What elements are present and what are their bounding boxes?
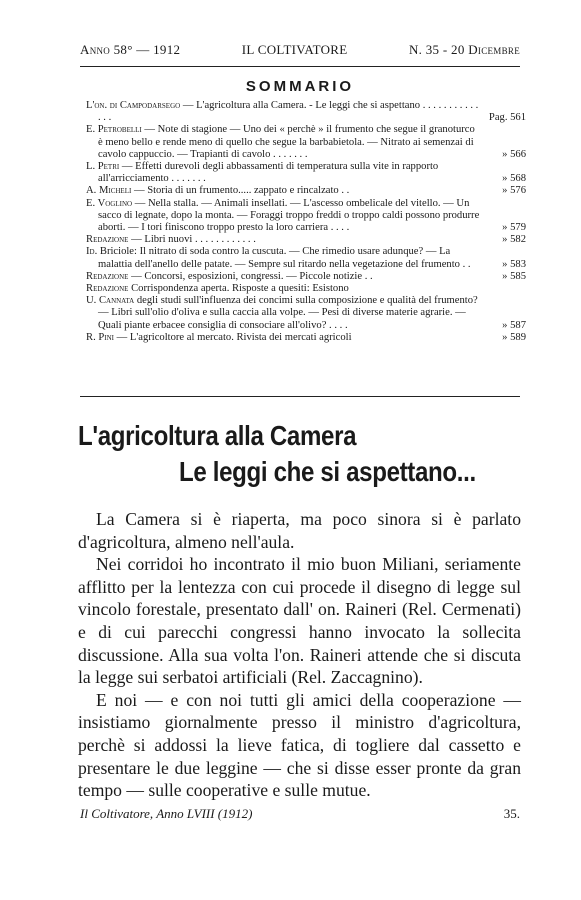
toc-entry (86, 332, 526, 344)
toc-author: U. Cannata (86, 295, 135, 307)
article-paragraph: La Camera si è riaperta, ma poco sinora si è parlato d'agricoltura, almeno nell'aula. (78, 509, 521, 552)
toc-author: Id. (86, 246, 98, 258)
toc-author: Redazione (86, 270, 129, 282)
toc-page-number: » 582 (502, 234, 526, 246)
toc-author: L'on. di Campodarsego (86, 100, 181, 111)
toc-text: Corrispondenza aperta. Risposte a quesiti: Esistono (128, 283, 349, 295)
header-rule (80, 66, 520, 67)
toc-entry (86, 295, 526, 332)
toc-page-number: » 576 (502, 185, 526, 197)
toc-text: — L'agricoltura alla Camera. - Le leggi che si aspettano . . . . . . . . . . . . . . (98, 100, 479, 124)
toc-text: degli studi sull'influenza dei concimi sulla composizione e qualità del frumento? — Libri sull'olio d'oliva e sulla caccia alla volpe. — Pesi di diverse materie agrarie. — Quali piante erbacee consiglia di consociare all'olivo? . . . . (98, 295, 478, 331)
table-of-contents (86, 100, 526, 344)
toc-page-number: » 589 (502, 331, 526, 343)
sommario-rule (80, 396, 520, 397)
toc-entry (86, 124, 526, 161)
footer-citation: Il Coltivatore, Anno LVIII (1912) (80, 806, 253, 821)
toc-entry (86, 161, 526, 185)
toc-text: — Effetti durevoli degli abbassamenti di temperatura sulla vite in rapporto all'arricciamento . . . . . . . (98, 161, 439, 185)
toc-author: L. Petri (86, 161, 120, 173)
toc-page-number: » 568 (502, 173, 526, 185)
page-number: 35. (503, 806, 520, 821)
toc-page-number: » 587 (502, 319, 526, 331)
header-issue-number: N. 35 - 20 Dicembre (408, 42, 520, 57)
toc-author: R. Pini (86, 331, 114, 343)
toc-author: Redazione (86, 234, 129, 246)
article-title: L'agricoltura alla Camera (78, 420, 357, 451)
toc-entry (86, 246, 526, 270)
toc-entry (86, 234, 526, 246)
toc-entry (86, 185, 526, 197)
article-subtitle: Le leggi che si aspettano... (179, 456, 476, 487)
sommario-title: SOMMARIO (245, 78, 355, 95)
toc-text: — Nella stalla. — Animali insellati. — L'ascesso ombelicale del vitello. — Un sacco di legnate, dopo la monta. — Foraggi troppo freddi o troppo caldi possono produrre aborti. — I tori finiscono troppo presto la loro carriera . . . . (98, 197, 480, 234)
toc-author: Redazione (86, 283, 129, 295)
toc-entry (86, 100, 526, 124)
header-journal-name: IL COLTIVATORE (241, 42, 348, 57)
running-header (80, 42, 520, 58)
toc-author: A. Micheli (86, 185, 132, 197)
toc-text: — Libri nuovi . . . . . . . . . . . . (128, 234, 256, 246)
toc-text: — Storia di un frumento..... zappato e rincalzato . . (131, 185, 350, 197)
toc-entry (86, 198, 526, 235)
toc-page-number: » 583 (502, 258, 526, 270)
article-paragraph: E noi — e con noi tutti gli amici della cooperazione — insistiamo giornalmente presso il ministro d'agricoltura, perchè si addossi la lieve fatica, di togliere dal cassetto e presentare le due leggine — che si disse esser pronte da gran tempo — sulle cooperative e sulle mutue. (78, 689, 521, 801)
toc-page-number: » 566 (502, 148, 526, 160)
toc-text: Briciole: Il nitrato di soda contro la cuscuta. — Che rimedio usare adunque? — La malattia dell'anello delle patate. — Sempre sul ritardo nella vegetazione del frumento . . (97, 246, 471, 270)
toc-author: E. Petrobelli (86, 124, 142, 136)
toc-page-number: » 579 (502, 222, 526, 234)
toc-page-number: Pag. 561 (488, 112, 526, 124)
article-paragraph: Nei corridoi ho incontrato il mio buon Miliani, seriamente afflitto per la lentezza con cui procede il disegno di legge sul vincolo forestale, presentato dall' on. Raineri (Rel. Cermenati) e di cui parecchi congressi hanno invocato la sollecita discussione. Alla sua volta l'on. Raineri attende che si discuta la legge sui serbatoi artificiali (Rel. Zaccagnino). (78, 554, 521, 688)
toc-entry (86, 271, 526, 283)
toc-text: — Concorsi, esposizioni, congressi. — Piccole notizie . . (128, 270, 373, 282)
header-issue-year: Anno 58° — 1912 (80, 42, 181, 57)
toc-entry (86, 283, 526, 295)
toc-page-number: » 585 (502, 270, 526, 282)
toc-text: — L'agricoltore al mercato. Rivista dei mercati agricoli (113, 331, 352, 343)
toc-text: — Note di stagione — Uno dei « perchè » il frumento che segue il granoturco è meno bello e rende meno di quello che segue la barbabietola. — Nitrato ai semenzai di cavolo cappuccio. — Trapianti di cavolo . . . . . . . (98, 124, 475, 160)
article-body (78, 508, 521, 802)
toc-author: E. Voglino (86, 197, 133, 209)
page-footer (80, 806, 520, 822)
